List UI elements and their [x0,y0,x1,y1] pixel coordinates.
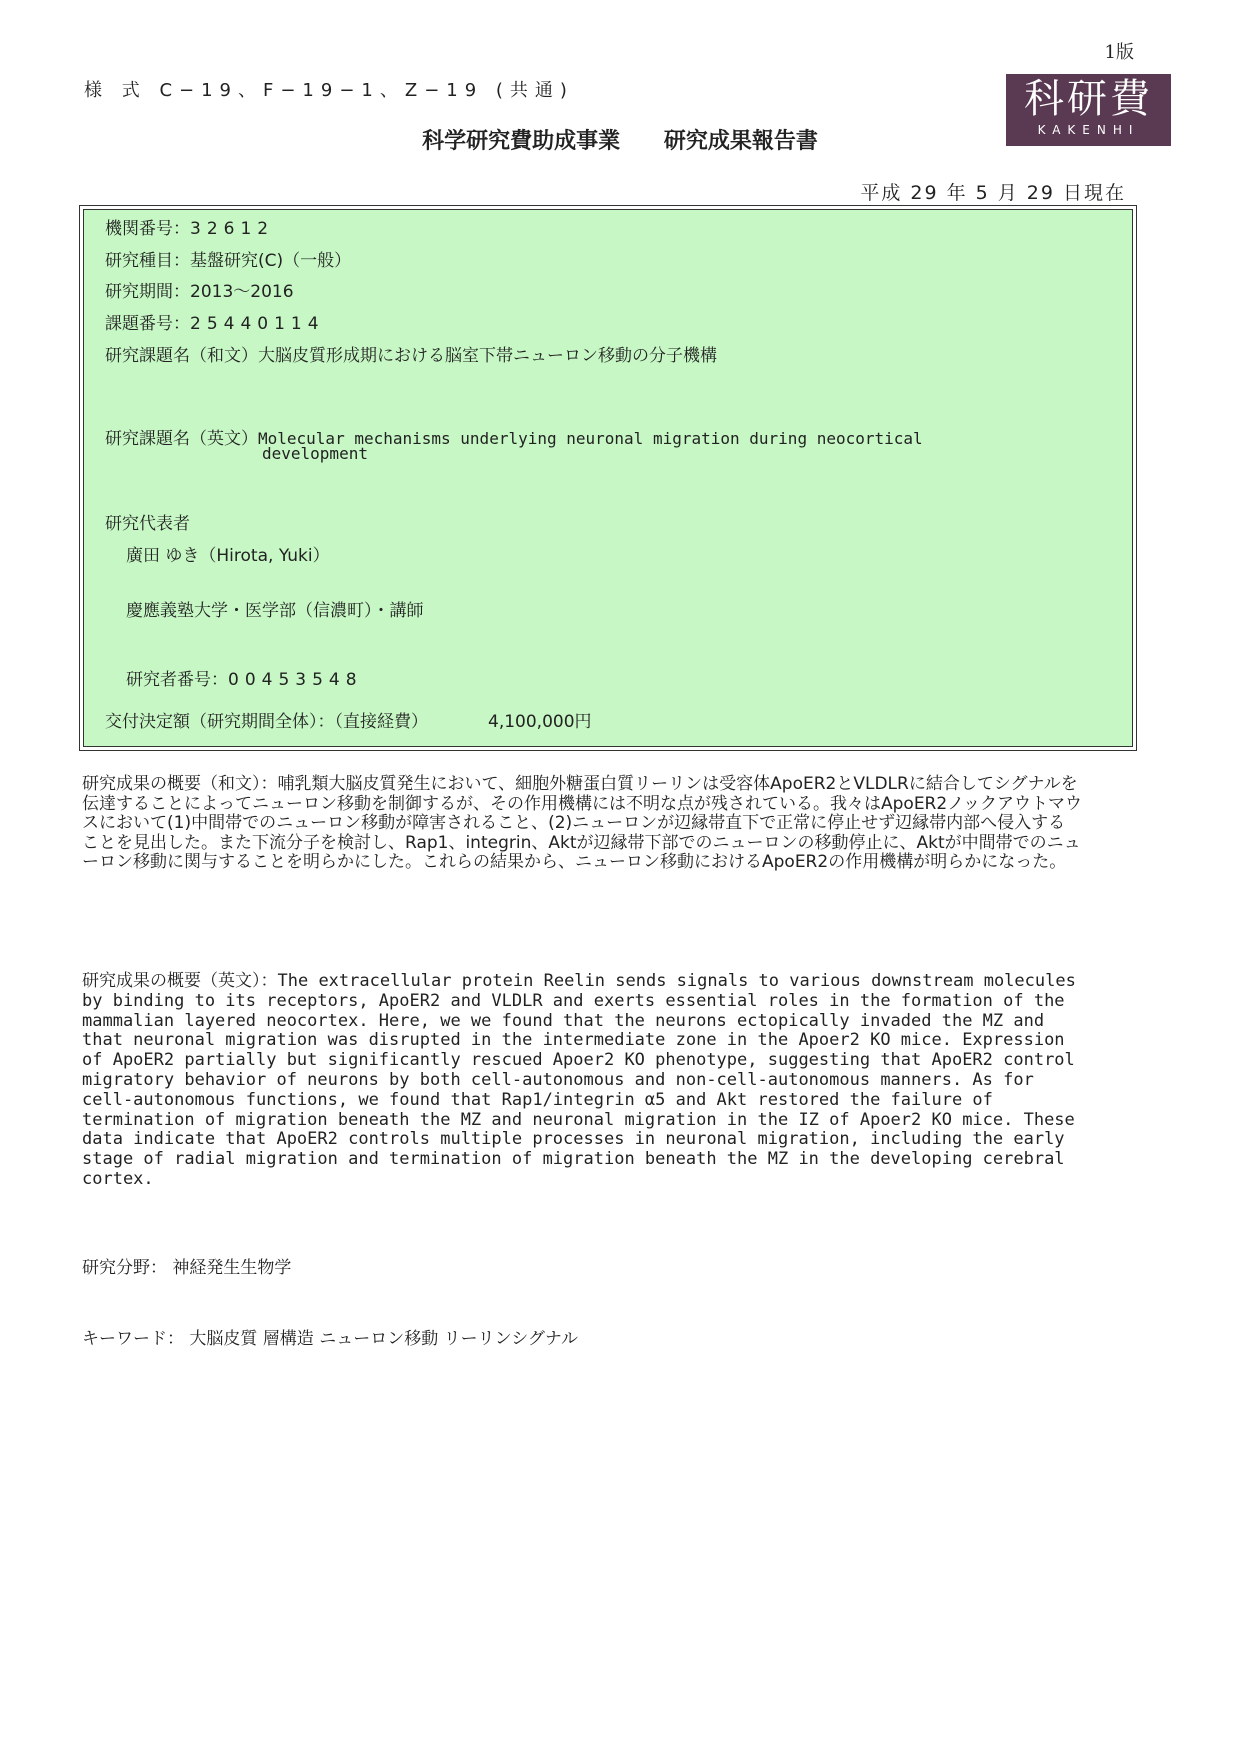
keywords-value: 大脳皮質 層構造 ニューロン移動 リーリンシグナル [189,1329,579,1349]
keywords [82,1324,578,1349]
summary-en-text: The extracellular protein Reelin sends signals to various downstream molecules by binding to its receptors, ApoER2 and VLDLR and exerts essential roles in the formation of the mammalian layered neocortex. Here, we we found that the neurons ectopically invaded the MZ and that neuronal migration was disrupted in the intermediate zone in the Apoer2 KO mice. Expression of ApoER2 partially but significantly rescued Apoer2 KO phenotype, suggesting that ApoER2 control migratory behavior of neurons by both cell-autonomous and non-cell-autonomous manners. As for cell-autonomous functions, we found that Rap1/integrin α5 and Akt restored the failure of termination of migration beneath the MZ and neuronal migration in the IZ of Apoer2 KO mice. These data indicate that ApoER2 controls multiple processes in neuronal migration, including the early stage of radial migration and termination of migration beneath the MZ in the developing cerebral cortex. [82,971,1087,1189]
research-field [82,1253,291,1278]
keywords-label: キーワード： [82,1329,184,1349]
logo-sub-text: KAKENHI [1037,123,1140,137]
researcher-no-row [126,665,363,690]
title-en-label: 研究課題名（英文） [105,429,258,449]
title-ja-label: 研究課題名（和文） [105,346,258,366]
title-en-line1: Molecular mechanisms underlying neuronal migration during neocortical [258,429,923,448]
representative-name: 廣田 ゆき（Hirota, Yuki） [126,546,330,566]
researcher-no-value: 00453548 [228,670,363,690]
project-no-row [105,309,325,334]
page-title [0,124,1240,155]
representative-label: 研究代表者 [105,514,190,534]
title-en-line2: development [262,444,368,463]
summary-en-label: 研究成果の概要（英文）： [82,971,278,991]
grant-label: 交付決定額（研究期間全体）：（直接経費） [105,712,428,732]
grant-value: 4,100,000円 [488,712,592,732]
project-info-box [83,209,1133,747]
research-field-label: 研究分野： [82,1258,167,1278]
summary-ja [82,775,1082,873]
summary-ja-text: 哺乳類大脳皮質発生において、細胞外糖蛋白質リーリンは受容体ApoER2とVLDLRに結合してシグナルを伝達することによってニューロン移動を制御するが、その作用機構には不明な点が残されている。我々はApoER2ノックアウトマウスにおいて(1)中間帯でのニューロン移動が障害されること、(2)ニューロンが辺縁帯直下で正常に停止せず辺縁帯内部へ侵入することを見出した。また下流分子を検討し、Rap1、integrin、Aktが辺縁帯下部でのニューロンの移動停止に、Aktが中間帯でのニューロン移動に関与することを明らかにした。これらの結果から、ニューロン移動におけるApoER2の作用機構が明らかになった。 [82,774,1082,872]
researcher-no-label: 研究者番号： [126,670,228,690]
category-value: 基盤研究(C)（一般） [190,251,352,271]
period-label: 研究期間： [105,282,190,302]
report-date: 平成 29 年 5 月 29 日現在 [860,182,1126,204]
period-value: 2013～2016 [190,282,294,302]
title-left: 科学研究費助成事業 [422,129,621,154]
title-ja-value: 大脳皮質形成期における脳室下帯ニューロン移動の分子機構 [258,346,717,366]
institution-value: 32612 [190,219,275,239]
period-row [105,277,294,302]
project-no-value: 25440114 [190,314,325,334]
title-ja-row [105,341,717,366]
form-code: 様 式 C−19、F−19−1、Z−19 (共通) [84,80,574,101]
grant-row [105,707,592,732]
research-field-value: 神経発生生物学 [172,1258,292,1278]
title-right: 研究成果報告書 [663,129,818,154]
category-row [105,246,351,271]
institution-label: 機関番号： [105,219,190,239]
title-en-row [105,424,923,449]
logo-main-text: 科研費 [1024,76,1153,122]
version-label: 1版 [1104,42,1134,63]
project-no-label: 課題番号： [105,314,190,334]
summary-en [82,972,1092,1190]
summary-ja-label: 研究成果の概要（和文）： [82,774,278,794]
institution-row [105,214,274,239]
category-label: 研究種目： [105,251,190,271]
representative-affiliation: 慶應義塾大学・医学部（信濃町）・講師 [126,601,424,621]
